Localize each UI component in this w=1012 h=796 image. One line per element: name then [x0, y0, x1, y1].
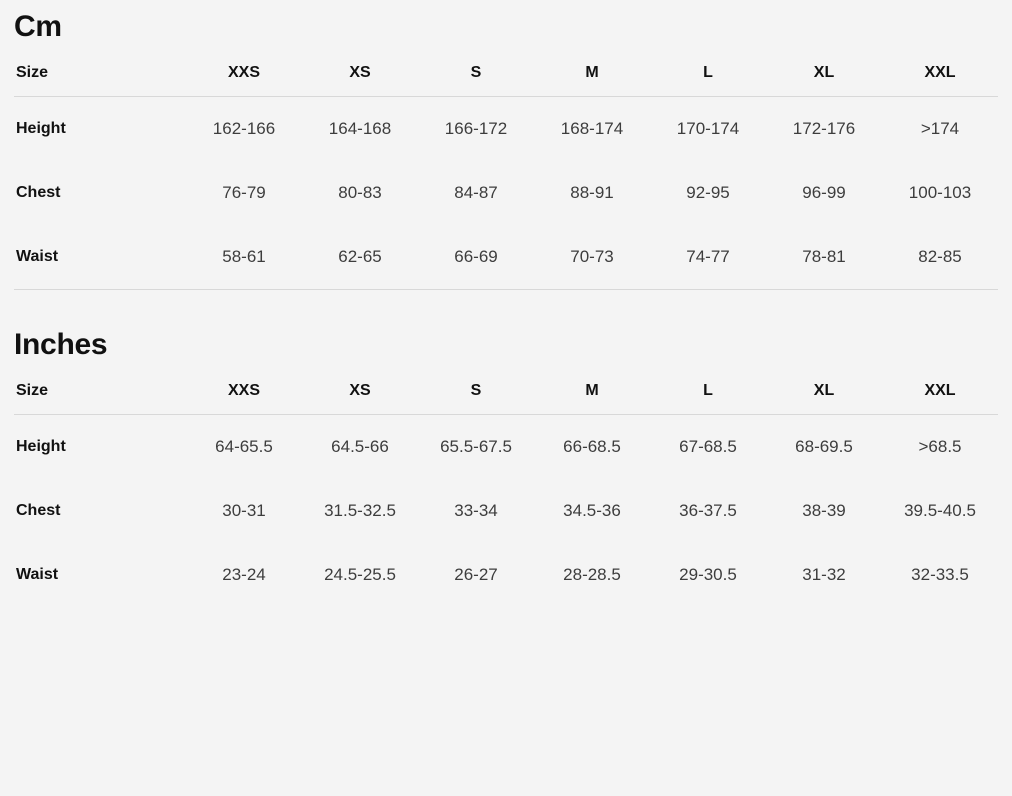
cell-chest-xl: 96-99	[802, 183, 846, 202]
cell-height-xxs: 162-166	[212, 119, 276, 138]
size-section-cm	[0, 0, 1012, 290]
table-row	[14, 161, 998, 225]
cell-chest-l: 92-95	[686, 183, 730, 202]
cell-waist-xl: 78-81	[802, 247, 846, 266]
cell-chest-xs: 80-83	[338, 183, 382, 202]
column-header-xxl: XXL	[924, 382, 956, 399]
cell-height-xxl: >174	[920, 119, 960, 138]
cell-waist-xs: 24.5-25.5	[324, 565, 396, 584]
cell-waist-m: 28-28.5	[563, 565, 621, 584]
column-header-m: M	[585, 64, 599, 81]
column-header-xxs: XXS	[227, 64, 260, 81]
row-label-waist: Waist	[16, 566, 59, 583]
cell-waist-m: 70-73	[570, 247, 614, 266]
cell-waist-xl: 31-32	[802, 565, 846, 584]
cell-chest-xxl: 39.5-40.5	[904, 501, 976, 520]
cell-waist-l: 74-77	[686, 247, 730, 266]
cell-height-xs: 64.5-66	[331, 437, 389, 456]
column-header-s: S	[470, 64, 482, 81]
cell-height-s: 166-172	[444, 119, 508, 138]
cell-waist-xxs: 23-24	[222, 565, 266, 584]
cell-height-m: 168-174	[560, 119, 624, 138]
cell-waist-s: 26-27	[454, 565, 498, 584]
column-header-l: L	[703, 64, 713, 81]
table-header-row	[14, 58, 998, 97]
cell-waist-s: 66-69	[454, 247, 498, 266]
column-header-xs: XS	[349, 64, 371, 81]
column-header-xl: XL	[813, 64, 835, 81]
cell-waist-xxl: 82-85	[918, 247, 962, 266]
cell-height-l: 170-174	[676, 119, 740, 138]
cell-chest-s: 84-87	[454, 183, 498, 202]
section-title-cm: Cm	[14, 10, 62, 43]
size-table-inches	[14, 376, 998, 607]
table-header-row	[14, 376, 998, 415]
cell-chest-m: 88-91	[570, 183, 614, 202]
table-row	[14, 543, 998, 607]
cell-height-s: 65.5-67.5	[440, 437, 512, 456]
column-header-xl: XL	[813, 382, 835, 399]
cell-chest-xxs: 76-79	[222, 183, 266, 202]
column-header-size: Size	[16, 382, 49, 399]
cell-height-xs: 164-168	[328, 119, 392, 138]
cell-chest-xxs: 30-31	[222, 501, 266, 520]
cell-height-m: 66-68.5	[563, 437, 621, 456]
size-table-cm-head	[14, 58, 998, 97]
cell-waist-xxl: 32-33.5	[911, 565, 969, 584]
cell-chest-l: 36-37.5	[679, 501, 737, 520]
table-row	[14, 479, 998, 543]
row-label-height: Height	[16, 438, 66, 455]
cell-height-xxs: 64-65.5	[215, 437, 273, 456]
table-row	[14, 97, 998, 162]
row-label-waist: Waist	[16, 248, 59, 265]
cell-chest-m: 34.5-36	[563, 501, 621, 520]
column-header-m: M	[585, 382, 599, 399]
table-row	[14, 225, 998, 290]
column-header-size: Size	[16, 64, 49, 81]
table-row	[14, 415, 998, 480]
column-header-s: S	[470, 382, 482, 399]
cell-chest-xl: 38-39	[802, 501, 846, 520]
column-header-xxs: XXS	[227, 382, 260, 399]
row-label-chest: Chest	[16, 184, 61, 201]
column-header-l: L	[703, 382, 713, 399]
section-title-inches: Inches	[14, 328, 108, 361]
row-label-chest: Chest	[16, 502, 61, 519]
cell-height-l: 67-68.5	[679, 437, 737, 456]
size-table-inches-head	[14, 376, 998, 415]
size-table-inches-body	[14, 415, 998, 608]
size-table-cm-body	[14, 97, 998, 290]
cell-chest-xs: 31.5-32.5	[324, 501, 396, 520]
cell-height-xl: 172-176	[792, 119, 856, 138]
row-label-height: Height	[16, 120, 66, 137]
cell-waist-xs: 62-65	[338, 247, 382, 266]
cell-waist-xxs: 58-61	[222, 247, 266, 266]
cell-height-xl: 68-69.5	[795, 437, 853, 456]
cell-waist-l: 29-30.5	[679, 565, 737, 584]
column-header-xs: XS	[349, 382, 371, 399]
size-section-inches	[0, 290, 1012, 607]
cell-chest-xxl: 100-103	[908, 183, 972, 202]
size-table-cm	[14, 58, 998, 290]
cell-height-xxl: >68.5	[918, 437, 962, 456]
column-header-xxl: XXL	[924, 64, 956, 81]
cell-chest-s: 33-34	[454, 501, 498, 520]
